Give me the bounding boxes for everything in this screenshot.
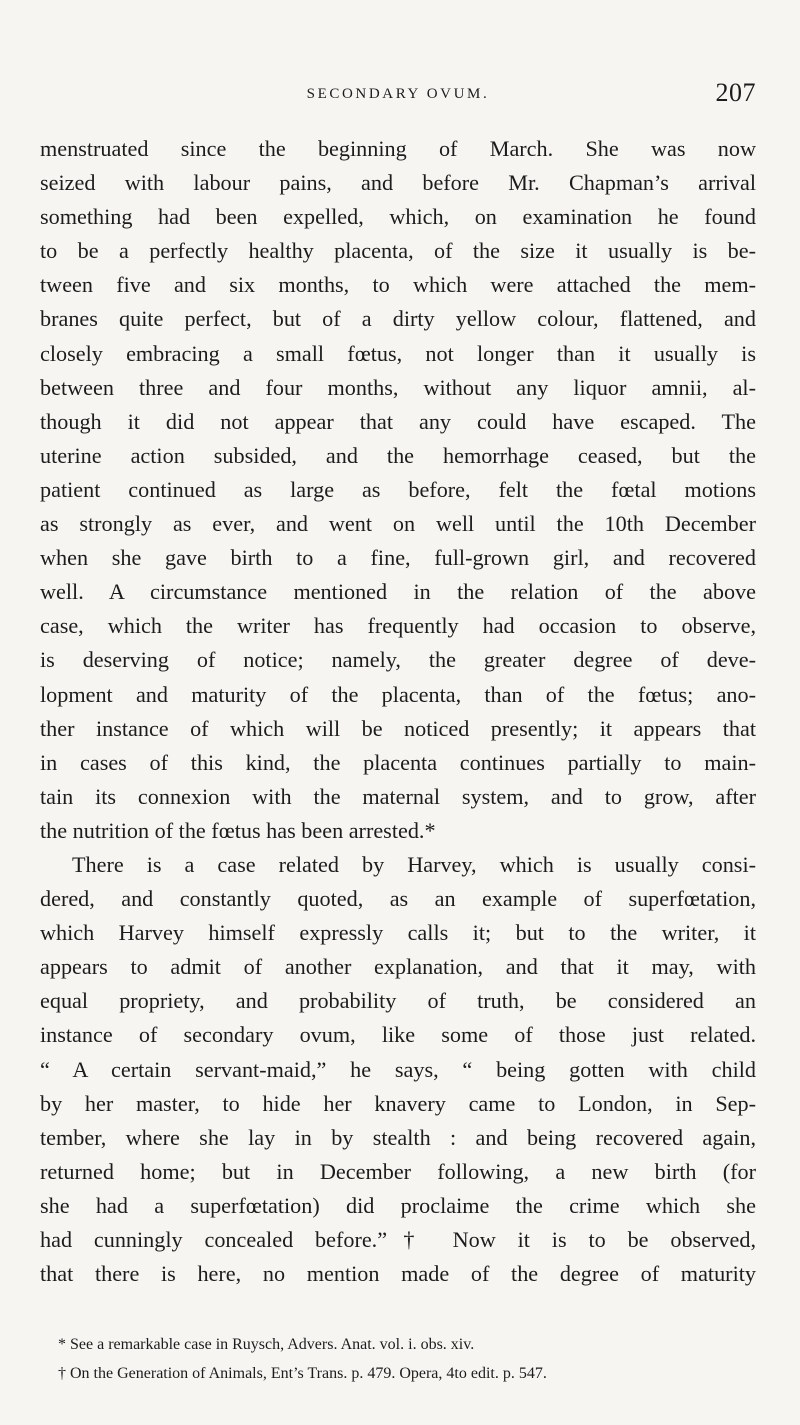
text-line: tember, where she lay in by stealth : and being recovered again, <box>40 1124 756 1150</box>
text-line: something had been expelled, which, on examination he found <box>40 204 756 230</box>
page-number: 207 <box>715 78 756 107</box>
text-line: as strongly as ever, and went on well until the 10th December <box>40 511 756 537</box>
text-line: menstruated since the beginning of March. She was now <box>40 136 756 161</box>
text-line: by her master, to hide her knavery came to London, in Sep- <box>40 1090 756 1116</box>
footnote: † On the Generation of Animals, Ent’s Trans. p. 479. Opera, 4to edit. p. 547. <box>58 1365 547 1382</box>
text-line: in cases of this kind, the placenta continues partially to main- <box>40 749 756 775</box>
text-line: when she gave birth to a fine, full-grown girl, and recovered <box>40 545 756 571</box>
text-line: ther instance of which will be noticed presently; it appears that <box>40 715 756 741</box>
text-line: equal propriety, and probability of truth, be considered an <box>40 988 756 1014</box>
text-line: the nutrition of the fœtus has been arrested.* <box>40 817 436 843</box>
text-line: between three and four months, without any liquor amnii, al- <box>40 374 756 400</box>
text-line: branes quite perfect, but of a dirty yellow colour, flattened, and <box>40 306 756 332</box>
text-line: to be a perfectly healthy placenta, of the size it usually is be- <box>40 238 756 264</box>
text-line: dered, and constantly quoted, as an example of superfœtation, <box>40 886 756 912</box>
text-line: case, which the writer has frequently had occasion to observe, <box>40 613 756 639</box>
text-line: is deserving of notice; namely, the greater degree of deve- <box>40 647 756 673</box>
text-line: tain its connexion with the maternal system, and to grow, after <box>40 783 756 809</box>
text-line: well. A circumstance mentioned in the relation of the above <box>40 579 756 605</box>
text-line: that there is here, no mention made of the degree of maturity <box>40 1261 756 1287</box>
running-head: SECONDARY OVUM. <box>306 86 490 102</box>
footnotes <box>40 1330 756 1388</box>
text-line: though it did not appear that any could have escaped. The <box>40 408 756 434</box>
text-line: closely embracing a small fœtus, not longer than it usually is <box>40 340 756 366</box>
body-text <box>40 132 756 1291</box>
footnote: * See a remarkable case in Ruysch, Advers. Anat. vol. i. obs. xiv. <box>58 1336 475 1353</box>
text-line: lopment and maturity of the placenta, than of the fœtus; ano- <box>40 681 756 707</box>
text-line: There is a case related by Harvey, which is usually consi- <box>72 851 756 877</box>
text-line: seized with labour pains, and before Mr. Chapman’s arrival <box>40 170 756 196</box>
text-line: she had a superfœtation) did proclaime the crime which she <box>40 1192 756 1218</box>
text-line: “ A certain servant-maid,” he says, “ being gotten with child <box>40 1056 756 1082</box>
text-line: instance of secondary ovum, like some of those just related. <box>40 1022 756 1048</box>
text-line: had cunningly concealed before.”† Now it is to be observed, <box>40 1227 756 1252</box>
text-line: appears to admit of another explanation, and that it may, with <box>40 954 756 980</box>
text-line: returned home; but in December following, a new birth (for <box>40 1158 756 1184</box>
text-line: patient continued as large as before, felt the fœtal motions <box>40 476 756 502</box>
text-line: uterine action subsided, and the hemorrhage ceased, but the <box>40 442 756 468</box>
page-header <box>40 76 756 112</box>
text-line: which Harvey himself expressly calls it; but to the writer, it <box>40 920 756 946</box>
text-line: tween five and six months, to which were attached the mem- <box>40 272 756 298</box>
